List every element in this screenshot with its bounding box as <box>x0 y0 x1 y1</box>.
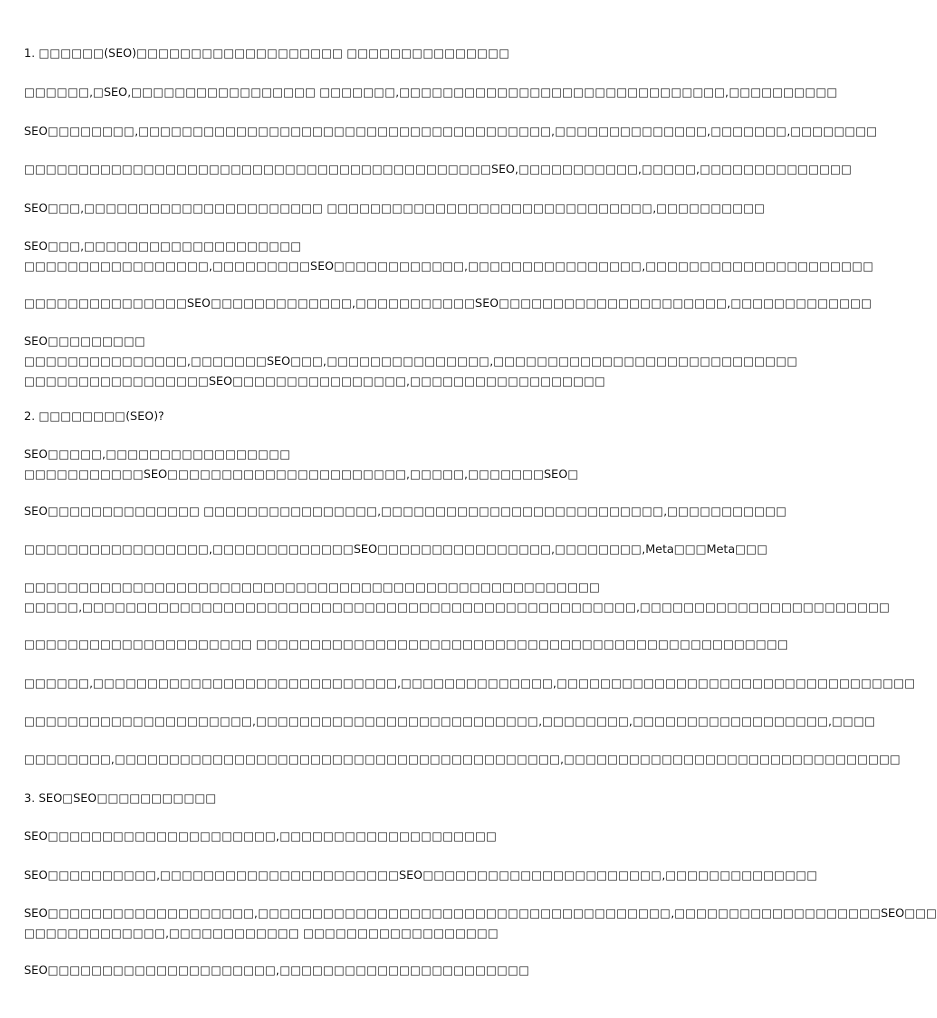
paragraph: SEO□□□□□□□□□ □□□□□□□□□□□□□□□,□□□□□□□SEO□□□,□□□□□□□□□□□□□□□,□□□□□□□□□□□□□□□□□□□□□□□□□□□□ □□□□□□□□□□□□□□□□□SEO□□□□□□□□□□□□□□□□,□□□□□□□□□□□□□□□□□□ <box>24 334 798 388</box>
paragraph: □□□□□□□□□□□□□□□□□□□□□□□□□□□□□□□□□□□□□□□□□□□SEO,□□□□□□□□□□□,□□□□□,□□□□□□□□□□□□□□ <box>24 162 852 176</box>
paragraph: □□□□□□□□□□□□□□□□□,□□□□□□□□□□□□□SEO□□□□□□□□□□□□□□□□,□□□□□□□□,Meta□□□Meta□□□ <box>24 542 768 556</box>
paragraph: □□□□□□□□,□□□□□□□□□□□□□□□□□□□□□□□□□□□□□□□□□□□□□□□□□,□□□□□□□□□□□□□□□□□□□□□□□□□□□□□□□ <box>24 752 901 766</box>
heading-2: 2. □□□□□□□□(SEO)? <box>24 409 165 423</box>
paragraph: SEO□□□,□□□□□□□□□□□□□□□□□□□□□□ □□□□□□□□□□□□□□□□□□□□□□□□□□□□□□,□□□□□□□□□□ <box>24 201 765 215</box>
paragraph: SEO□□□□□,□□□□□□□□□□□□□□□□□ □□□□□□□□□□□SEO□□□□□□□□□□□□□□□□□□□□□□,□□□□□,□□□□□□□SEO□ <box>24 447 579 481</box>
paragraph: SEO□□□□□□□□□□□□□□□□□□□,□□□□□□□□□□□□□□□□□□□□□□□□□□□□□□□□□□□□□□,□□□□□□□□□□□□□□□□□□□SEO□□□ □□□□□□□□□□□□□,□□□□□□□□□□□□ □□□□□□□□□□□□□□□□□□ <box>24 906 937 940</box>
heading-3: 3. SEO□SEO□□□□□□□□□□□ <box>24 791 217 805</box>
paragraph: □□□□□□,□□□□□□□□□□□□□□□□□□□□□□□□□□□□,□□□□□□□□□□□□□□,□□□□□□□□□□□□□□□□□□□□□□□□□□□□□□□□□ <box>24 676 916 690</box>
paragraph: SEO□□□□□□□□□□□□□□□□□□□□□,□□□□□□□□□□□□□□□□□□□□□□□ <box>24 963 530 977</box>
paragraph: □□□□□□,□SEO,□□□□□□□□□□□□□□□□□ □□□□□□□,□□□□□□□□□□□□□□□□□□□□□□□□□□□□□□,□□□□□□□□□□ <box>24 85 838 99</box>
paragraph: □□□□□□□□□□□□□□□SEO□□□□□□□□□□□□□,□□□□□□□□□□□SEO□□□□□□□□□□□□□□□□□□□□□,□□□□□□□□□□□□□ <box>24 296 872 310</box>
paragraph: SEO□□□□□□□□□□□□□□□□□□□□□,□□□□□□□□□□□□□□□□□□□□ <box>24 829 497 843</box>
paragraph: SEO□□□□□□□□□□,□□□□□□□□□□□□□□□□□□□□□□SEO□□□□□□□□□□□□□□□□□□□□□□,□□□□□□□□□□□□□□ <box>24 868 818 882</box>
heading-1: 1. □□□□□□(SEO)□□□□□□□□□□□□□□□□□□□ □□□□□□□□□□□□□□□ <box>24 46 510 60</box>
paragraph: SEO□□□□□□□□□□□□□□ □□□□□□□□□□□□□□□□,□□□□□□□□□□□□□□□□□□□□□□□□□□,□□□□□□□□□□□ <box>24 504 787 518</box>
paragraph: □□□□□□□□□□□□□□□□□□□□□ □□□□□□□□□□□□□□□□□□□□□□□□□□□□□□□□□□□□□□□□□□□□□□□□□ <box>24 637 789 651</box>
paragraph: SEO□□□□□□□□,□□□□□□□□□□□□□□□□□□□□□□□□□□□□□□□□□□□□□□,□□□□□□□□□□□□□□,□□□□□□□,□□□□□□□□ <box>24 124 878 138</box>
paragraph: SEO□□□,□□□□□□□□□□□□□□□□□□□□ □□□□□□□□□□□□□□□□□,□□□□□□□□□SEO□□□□□□□□□□□□,□□□□□□□□□□□□□□□□,□□□□□□□□□□□□□□□□□□□□□ <box>24 239 874 273</box>
paragraph: □□□□□□□□□□□□□□□□□□□□□,□□□□□□□□□□□□□□□□□□□□□□□□□□,□□□□□□□□,□□□□□□□□□□□□□□□□□□,□□□□ <box>24 714 876 728</box>
paragraph: □□□□□□□□□□□□□□□□□□□□□□□□□□□□□□□□□□□□□□□□□□□□□□□□□□□□□ □□□□□,□□□□□□□□□□□□□□□□□□□□□□□□□□□□□□□□□□□□□□□□□□□□□□□□□□□,□□□□□□□□□□□□□□□□□□□□□□□ <box>24 580 890 614</box>
